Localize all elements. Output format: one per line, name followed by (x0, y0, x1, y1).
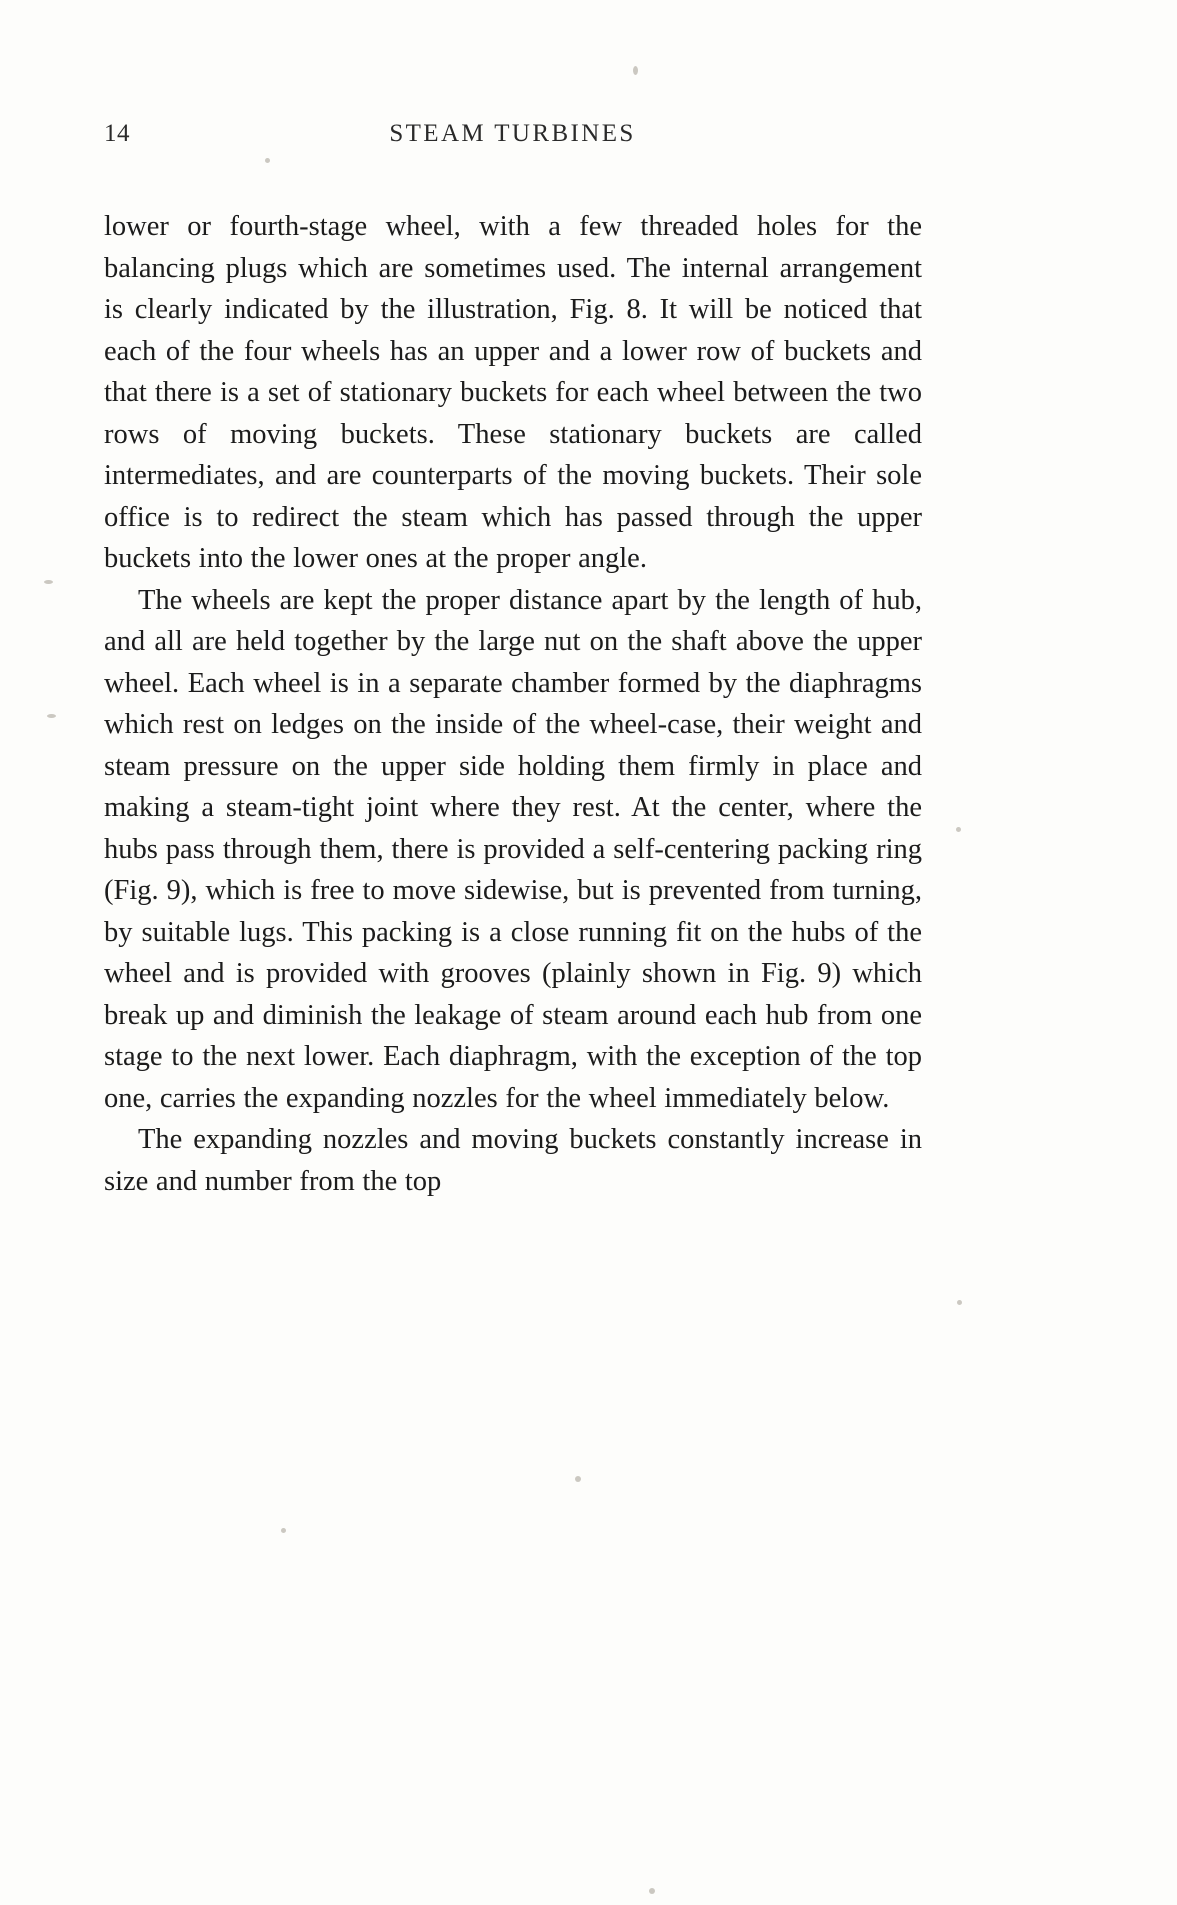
page-number: 14 (104, 120, 130, 147)
scan-speck (957, 1300, 962, 1305)
paragraph: The expanding nozzles and moving buckets constantly increase in size and number from the top (104, 1124, 922, 1197)
scan-speck (47, 714, 56, 718)
scan-speck (956, 827, 961, 832)
scan-speck (633, 66, 638, 75)
scan-speck (649, 1888, 655, 1894)
paragraph: lower or fourth-stage wheel, with a few threaded holes for the balancing plugs which are sometimes used. The internal arrangement is clearly indicated by the illustration, Fig. 8. It will be noticed that each of the four wheels has an upper and a lower row of buckets and that there is a set of stationary buckets for each wheel between the two rows of moving buckets. These stationary buckets are called intermediates, and are counterparts of the moving buckets. Their sole office is to redirect the steam which has passed through the upper buckets into the lower ones at the proper angle. (104, 211, 922, 574)
scan-speck (575, 1476, 581, 1482)
scan-speck (281, 1528, 286, 1533)
running-head-title: STEAM TURBINES (389, 120, 636, 147)
body-text-block (104, 206, 922, 1202)
paragraph: The wheels are kept the proper distance apart by the length of hub, and all are held together by the large nut on the shaft above the upper wheel. Each wheel is in a separate chamber formed by the diaphragms which rest on ledges on the inside of the wheel-case, their weight and steam pressure on the upper side holding them firmly in place and making a steam-tight joint where they rest. At the center, where the hubs pass through them, there is provided a self-centering packing ring (Fig. 9), which is free to move sidewise, but is prevented from turning, by suitable lugs. This packing is a close running fit on the hubs of the wheel and is provided with grooves (plainly shown in Fig. 9) which break up and diminish the leakage of steam around each hub from one stage to the next lower. Each diaphragm, with the exception of the top one, carries the expanding nozzles for the wheel immediately below. (104, 584, 922, 1114)
page-header (0, 120, 1177, 160)
scan-speck (265, 158, 270, 163)
scan-speck (44, 580, 53, 584)
